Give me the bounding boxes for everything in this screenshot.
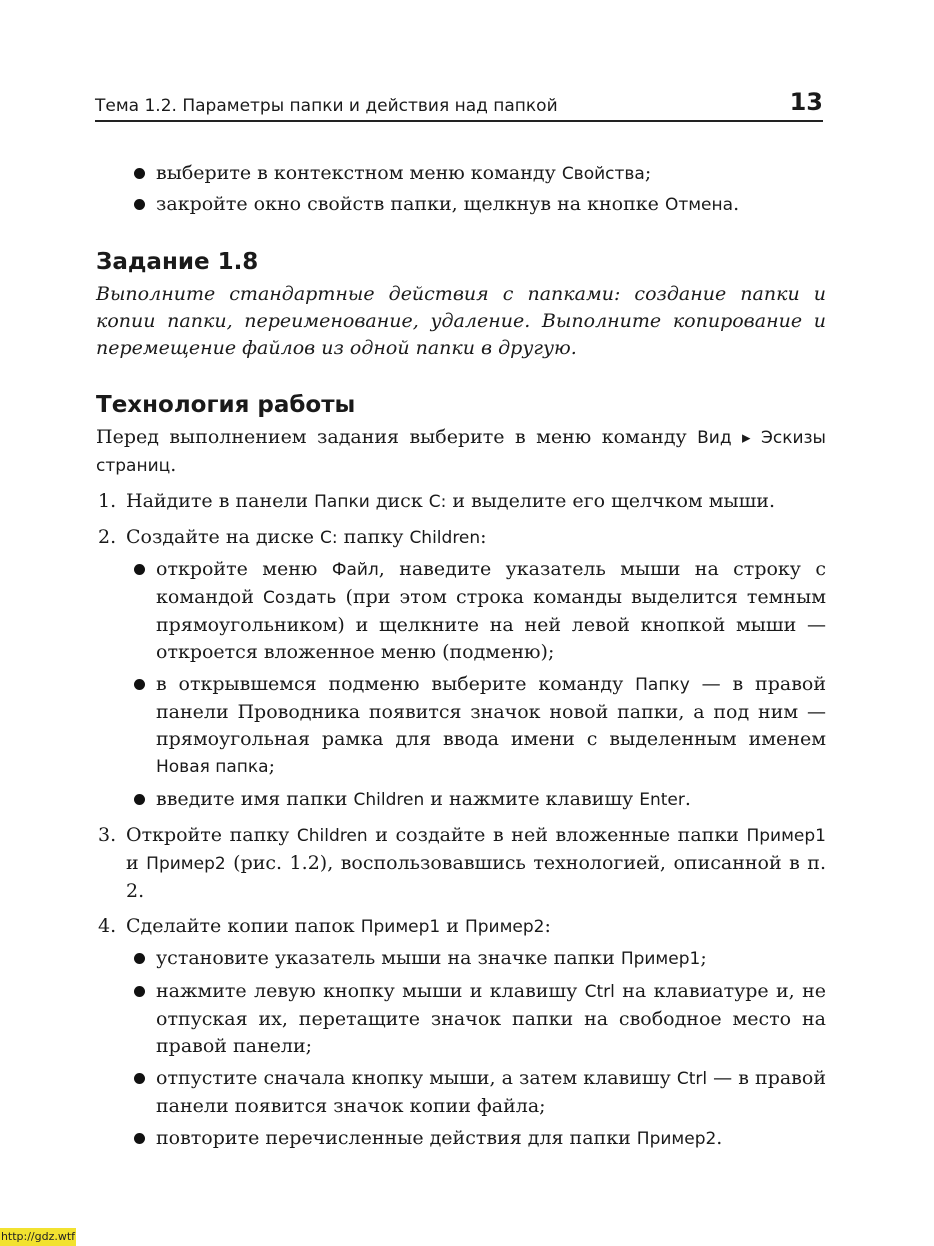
list-item: нажмите левую кнопку мыши и клавишу Ctrl на клавиатуре и, не отпуская их, перетащите значок папки на свободное место на правой панели; — [126, 978, 826, 1060]
page-body — [96, 160, 826, 1158]
list-item: откройте меню Файл, наведите указатель мыши на строку с командой Создать (при этом строка команды выделится темным прямоугольником) и щелкните на ней левой кнопкой мыши — откроется вложенное меню (подменю); — [126, 556, 826, 666]
task-heading: Задание 1.8 — [96, 249, 259, 275]
task-description: Выполните стандартные действия с папками: создание папки и копии папки, переименование, удаление. Выполните копирование и перемещение файлов из одной папки в другую. — [96, 283, 826, 359]
bullet-icon — [134, 679, 145, 690]
bullet-icon — [134, 1133, 145, 1144]
list-item: закройте окно свойств папки, щелкнув на кнопке Отмена. — [126, 191, 826, 219]
bullet-icon — [134, 168, 145, 179]
bullet-icon — [134, 953, 145, 964]
list-item: отпустите сначала кнопку мыши, а затем клавишу Ctrl — в правой панели появится значок копии файла; — [126, 1065, 826, 1120]
step-number: 1. — [98, 490, 117, 512]
bullet-icon — [134, 564, 145, 575]
technology-heading: Технология работы — [96, 392, 356, 418]
page-header — [95, 86, 823, 122]
menu-arrow-icon: ▸ — [742, 428, 751, 448]
list-item: установите указатель мыши на значке папки Пример1; — [126, 945, 826, 973]
bullet-icon — [134, 199, 145, 210]
step-4: 4. Сделайте копии папок Пример1 и Пример2: установите указатель мыши на значке папки Пример1; нажмите левую кнопку мыши и клавишу Ctrl на клавиатуре и, не отпуская их, перетащите значок папки на свободное место на правой панели; отпустите сначала кнопку мыши, а затем клавишу Ctrl — в правой панели появится значок копии файла; повторите перечисленные действия для папки Пример2. — [96, 913, 826, 1153]
watermark-link[interactable]: http://gdz.wtf — [0, 1228, 76, 1246]
list-item: повторите перечисленные действия для папки Пример2. — [126, 1125, 826, 1153]
bullet-icon — [134, 794, 145, 805]
intro-bullet-list — [126, 160, 826, 219]
list-item: выберите в контекстном меню команду Свойства; — [126, 160, 826, 188]
bullet-icon — [134, 1073, 145, 1084]
page-number: 13 — [789, 88, 823, 116]
list-item: введите имя папки Children и нажмите клавишу Enter. — [126, 786, 826, 814]
bullet-icon — [134, 986, 145, 997]
running-title: Тема 1.2. Параметры папки и действия над папкой — [95, 96, 558, 116]
step-4-bullets — [126, 945, 826, 1153]
technology-intro: Перед выполнением задания выберите в меню команду Вид ▸ Эскизы страниц. — [96, 426, 826, 476]
step-1: 1. Найдите в панели Папки диск C: и выделите его щелчком мыши. — [96, 488, 826, 516]
list-item: в открывшемся подменю выберите команду Папку — в правой панели Проводника появится значок новой папки, а под ним — прямоугольная рамка для ввода имени с выделенным именем Новая папка; — [126, 671, 826, 781]
step-number: 2. — [98, 526, 117, 548]
step-number: 3. — [98, 824, 117, 846]
step-3: 3. Откройте папку Children и создайте в ней вложенные папки Пример1 и Пример2 (рис. 1.2), воспользовавшись технологией, описанной в п. 2. — [98, 824, 826, 902]
step-2-bullets — [126, 556, 826, 814]
step-2: 2. Создайте на диске C: папку Children: откройте меню Файл, наведите указатель мыши на строку с командой Создать (при этом строка команды выделится темным прямоугольником) и щелкните на ней левой кнопкой мыши — откроется вложенное меню (подменю); в открывшемся подменю выберите команду Папку — в правой панели Проводника появится значок новой папки, а под ним — прямоугольная рамка для ввода имени с выделенным именем Новая папка; введите имя папки Children и нажмите клавишу Enter. — [96, 524, 826, 814]
step-number: 4. — [98, 915, 117, 937]
